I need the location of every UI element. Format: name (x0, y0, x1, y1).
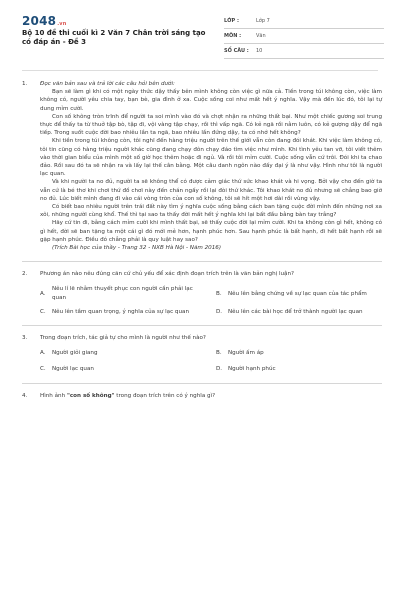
question-4 (22, 392, 382, 400)
meta-key: LỚP : (224, 18, 239, 24)
passage-citation: (Trích Bài học của thầy - Trang 32 - NXB Hà Nội - Năm 2016) (52, 245, 222, 252)
prompt-text: trong đoạn trích trên có ý nghĩa gì? (114, 392, 216, 399)
option-c[interactable] (40, 365, 206, 373)
question-number: 1. (22, 81, 28, 87)
option-letter: D. (216, 366, 223, 373)
passage-paragraph: Bạn sẽ làm gì khi có một ngày thức dậy thấy bên mình không còn việc gì nữa cả. Tiền trong túi không còn, việc làm không có, người yêu chia tay, bạn bè, gia đình ở xa. Cuộc sống coi như mất hết ý nghĩa. Vậy mà đến lúc đó, tôi lại tự dung mỉm cười. (40, 89, 382, 112)
option-text: Người giỏi giang (52, 350, 98, 357)
passage-paragraph: Hãy cứ tin đi, bằng cách mỉm cười khi mình thất bại, sẽ thấy cuộc đời lại mỉm cười. Khi ta không còn gì hết, không có gì hết, đời sẽ ban tặng ta một cái gì đó mới mẻ hơn, hạnh phúc hơn. Sau hạnh phúc là bất hạnh, đi hết bất hạnh rồi sẽ gặp hạnh phúc. Điều đó chẳng phải là quy luật hay sao? (40, 220, 382, 243)
option-text: Nêu lên tầm quan trọng, ý nghĩa của sự lạc quan (52, 308, 189, 315)
document-header (0, 0, 400, 66)
passage-paragraph: Và khi người ta no đủ, người ta sẽ không thể có được cảm giác thứ sức khao khát và hi vọng. Bởi vậy cho đến giờ ta vẫn cứ là bé thơ khi chơi thứ đồ chơi này đến chán ngấy rồi lại đòi thứ khác. Tôi khao khát no đủ nhưng sẽ chẳng bao giờ no đủ. Lúc biết mình đang đi vào cái vòng tròn của con số không, tôi sẽ hít một hơi dài rồi vùng vậy. (40, 179, 382, 202)
option-letter: A. (40, 290, 46, 297)
question-3 (22, 334, 382, 374)
meta-row-count (224, 44, 384, 59)
option-a[interactable] (40, 285, 206, 301)
meta-key: MÔN : (224, 33, 242, 39)
option-d[interactable] (216, 365, 382, 373)
questions-list (22, 80, 382, 400)
option-text: Nêu lên bằng chứng về sự lạc quan của tác phẩm (228, 290, 367, 297)
option-b[interactable] (216, 349, 382, 357)
prompt-text: Hình ảnh (40, 392, 67, 399)
question-number: 4. (22, 392, 28, 399)
question-divider (22, 325, 382, 326)
meta-value: Lớp 7 (256, 18, 270, 24)
meta-value: Văn (256, 33, 266, 39)
logo-suffix: .vn (57, 21, 67, 27)
meta-value: 10 (256, 48, 263, 54)
question-2 (22, 270, 382, 316)
header-divider (22, 70, 378, 71)
question-number: 2. (22, 271, 28, 278)
question-number: 3. (22, 335, 28, 342)
option-b[interactable] (216, 285, 382, 301)
meta-row-subject (224, 29, 384, 44)
option-text: Người ấm áp (228, 350, 264, 357)
option-text: Người hạnh phúc (228, 366, 276, 373)
option-d[interactable] (216, 308, 382, 316)
passage-paragraph: Khi tiền trong túi không còn, tôi nghĩ đến hàng triệu người trên thế giới vẫn còn đang đói khát. Khi việc làm không có, tôi tin cũng có hàng triệu người khác cũng đang chạy đôn chạy đáo tìm việc như mình. Khi tình yêu tan vỡ, tôi viết thêm vào thời gian biểu của mình một số giờ học thêm hoặc đi ngủ. Và rồi tôi mỉm cười. Cuộc sống vẫn cứ trôi. Đói khi ta chao đảo. Rồi sau đó ta sẽ nhận ra và lấy lại thế cân bằng. Một câu danh ngôn nào đấy đại ý là như vậy. Hình như tôi là người lạc quan. (40, 138, 382, 178)
meta-table (224, 14, 384, 59)
logo-text: 2048 (22, 14, 57, 28)
question-1 (22, 80, 382, 252)
meta-key: SỐ CÂU : (224, 48, 249, 54)
option-text: Người lạc quan (52, 366, 94, 373)
question-prompt (40, 392, 382, 400)
page-title: Bộ 10 đề thi cuối kì 2 Văn 7 Chân trời sáng tạo có đáp án - Đề 3 (22, 29, 206, 46)
option-letter: B. (216, 350, 222, 357)
option-c[interactable] (40, 308, 206, 316)
option-a[interactable] (40, 349, 206, 357)
answer-options (40, 349, 382, 373)
option-letter: C. (40, 308, 46, 315)
option-letter: D. (216, 308, 223, 315)
reading-passage (40, 80, 382, 252)
option-letter: A. (40, 350, 46, 357)
question-prompt: Trong đoạn trích, tác giả tự cho mình là người như thế nào? (40, 335, 206, 342)
question-prompt: Đọc văn bản sau và trả lời các câu hỏi bên dưới: (40, 81, 175, 87)
prompt-emphasis: "con số không" (66, 392, 115, 399)
question-divider (22, 383, 382, 384)
answer-options (40, 285, 382, 316)
option-letter: C. (40, 366, 46, 373)
passage-paragraph: Có biết bao nhiêu người trên trái đất này tìm ý nghĩa cuộc sống bằng cách ban tặng cuộc đời mình đến những nơi xa xôi, những người cùng khổ. Thế thì tại sao ta thấy đời mất hết ý nghĩa khi lại bất đầu bằng bàn tay trắng? (40, 204, 382, 219)
meta-row-class (224, 14, 384, 29)
question-prompt: Phương án nào nêu đúng căn cứ chủ yếu để xác định đoạn trích trên là văn bản nghị luận? (40, 271, 294, 278)
site-logo[interactable] (22, 14, 67, 28)
question-divider (22, 261, 382, 262)
passage-paragraph: Con số không tròn trĩnh để người ta soi mình vào đó và chợt nhận ra những thất bại. Như một chiếc gương soi trung thực để thấy ta từ thuở tập bò, tập đi, vội vàng tập chạy, rồi thì vấp ngã. Có kẻ ngã rồi nằm luôn, có kẻ gượng dậy để ngã tiếp. Trong suốt cuộc đời bao nhiêu lần ta ngã, bao nhiêu lần đứng dậy, ta có nhớ hết không? (40, 113, 382, 137)
option-letter: B. (216, 290, 222, 297)
option-text: Nêu lên các bài học để trở thành người lạc quan (228, 308, 363, 315)
option-text: Nêu lí lẽ nhằm thuyết phục con người cần phải lạc quan (52, 286, 193, 301)
